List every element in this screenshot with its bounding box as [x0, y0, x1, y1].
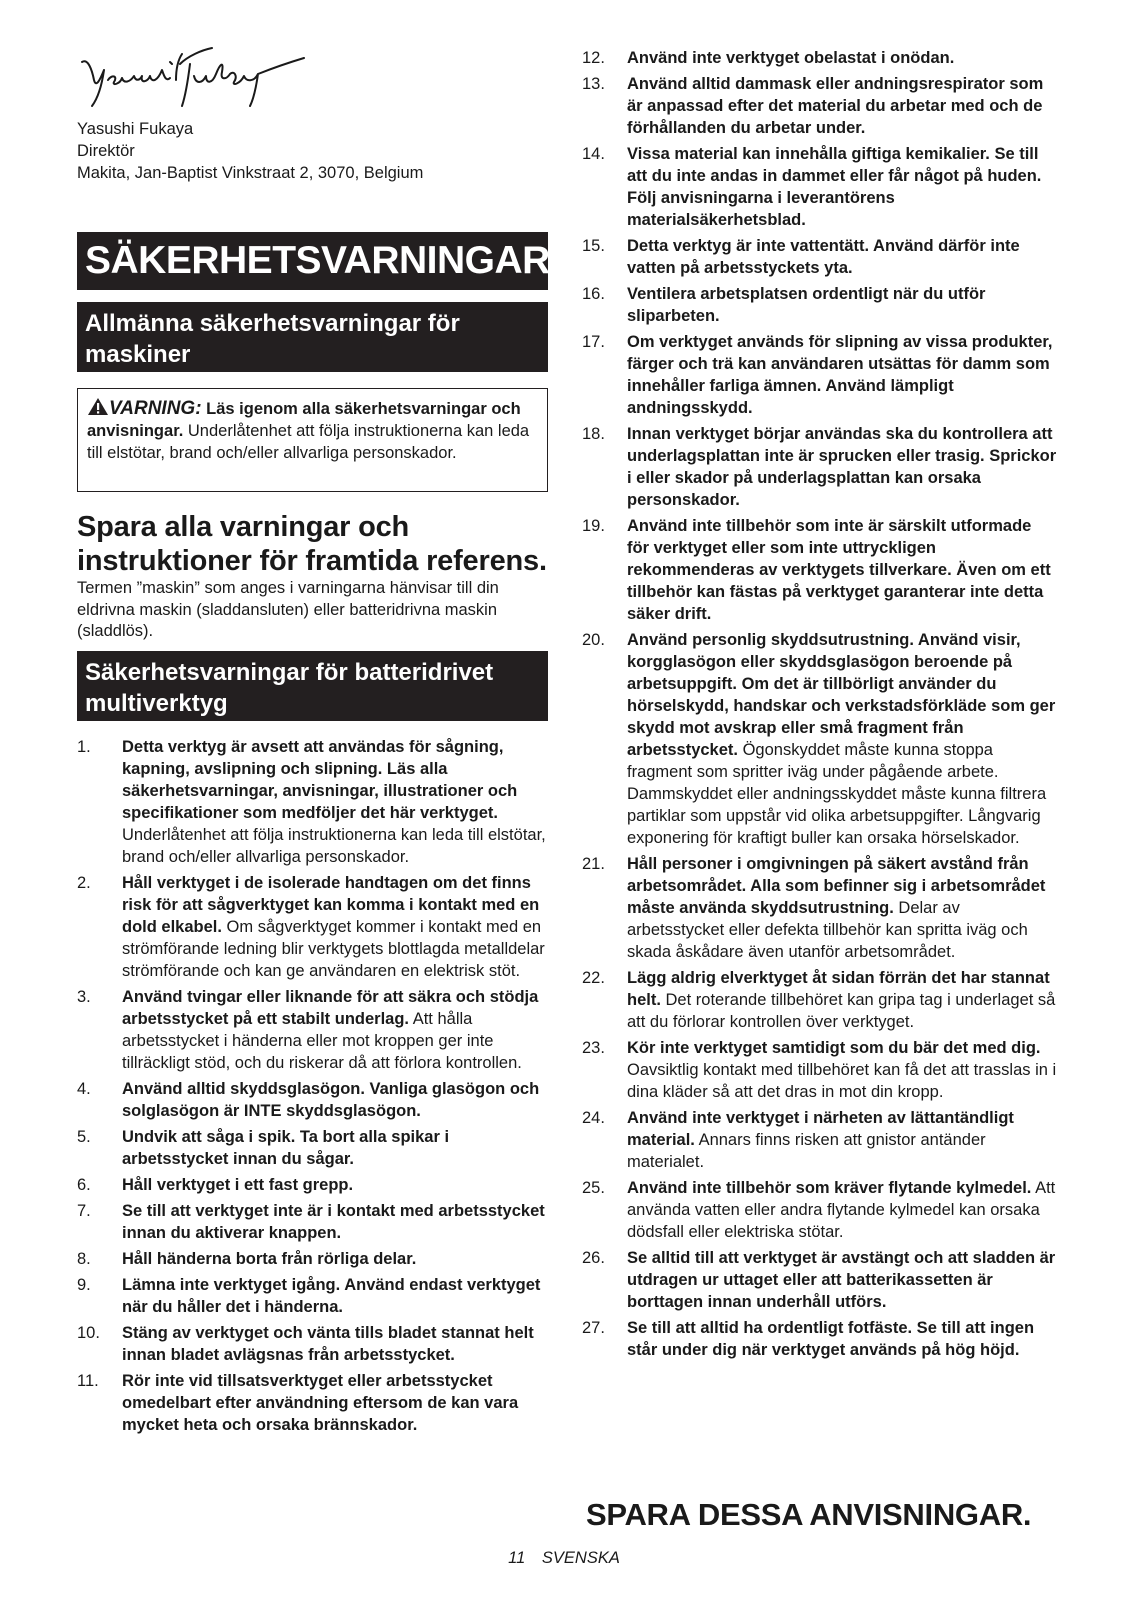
- list-item: [77, 872, 548, 982]
- signatory-address: Makita, Jan-Baptist Vinkstraat 2, 3070, Belgium: [77, 164, 424, 182]
- list-item-bold-text: Stäng av verktyget och vänta tills bladet stannat helt innan bladet avlägsnas från arbetsstycket.: [122, 1324, 534, 1364]
- warning-triangle-icon: [87, 397, 109, 416]
- signatory-title: Direktör: [77, 142, 135, 160]
- closing-heading: SPARA DESSA ANVISNINGAR.: [586, 1497, 1032, 1532]
- list-item-bold-text: Använd inte verktyget obelastat i onödan.: [627, 49, 955, 67]
- list-item-number: 17.: [582, 333, 605, 351]
- list-item-bold-text: Detta verktyg är inte vattentätt. Använd därför inte vatten på arbetsstyckets yta.: [627, 237, 1020, 277]
- footer-language: SVENSKA: [541, 1549, 620, 1567]
- list-item-bold-text: Använd inte verktyget i närheten av lättantändligt material.: [627, 1109, 1014, 1149]
- list-item: [582, 1317, 1057, 1361]
- battery-section-title: Säkerhetsvarningar för batteridrivet multiverktyg: [77, 651, 548, 721]
- list-item: [77, 1248, 548, 1270]
- page-number: 11: [508, 1549, 526, 1567]
- list-item-bold-text: Håll verktyget i de isolerade handtagen om det finns risk för att sågverktyget kan komma i kontakt med en dold elkabel.: [122, 874, 540, 936]
- list-item-bold-text: Ventilera arbetsplatsen ordentligt när du utför sliparbeten.: [627, 285, 986, 325]
- list-item-number: 12.: [582, 49, 605, 67]
- list-item-bold-text: Se alltid till att verktyget är avstängt och att sladden är utdragen ur uttaget eller att batterikassetten är borttagen innan underhåll utförs.: [627, 1249, 1056, 1311]
- list-item-text: Underlåtenhet att följa instruktionerna kan leda till elstötar, brand och/eller allvarliga personskador.: [122, 826, 546, 866]
- page-footer: [0, 1549, 1128, 1568]
- list-item: [77, 1078, 548, 1122]
- list-item: [77, 1200, 548, 1244]
- list-item-number: 13.: [582, 75, 605, 93]
- list-item-number: 2.: [77, 874, 91, 892]
- list-item: [582, 1177, 1057, 1243]
- list-item: [582, 1037, 1057, 1103]
- list-item: [77, 736, 548, 868]
- list-item-number: 19.: [582, 517, 605, 535]
- list-item-number: 9.: [77, 1276, 91, 1294]
- signatory-name: Yasushi Fukaya: [77, 120, 194, 138]
- warning-text: Underlåtenhet att följa instruktionerna kan leda till elstötar, brand och/eller allvarliga personskador.: [87, 422, 530, 462]
- list-item-text: Det roterande tillbehöret kan gripa tag i underlaget så att du förlorar kontrollen över verktyget.: [627, 991, 1056, 1031]
- list-item: [582, 423, 1057, 511]
- list-item-bold-text: Kör inte verktyget samtidigt som du bär det med dig.: [627, 1039, 1041, 1057]
- list-item-number: 14.: [582, 145, 605, 163]
- list-item: [582, 47, 1057, 69]
- list-item-number: 27.: [582, 1319, 605, 1337]
- save-instructions-heading: Spara alla varningar och instruktioner för framtida referens.: [77, 511, 547, 577]
- list-item-bold-text: Använd tvingar eller liknande för att säkra och stödja arbetsstycket på ett stabilt underlag.: [122, 988, 539, 1028]
- safety-list-right: [582, 47, 1057, 1365]
- list-item-bold-text: Använd inte tillbehör som kräver flytande kylmedel.: [627, 1179, 1032, 1197]
- list-item-bold-text: Använd alltid skyddsglasögon. Vanliga glasögon och solglasögon är INTE skyddsglasögon.: [122, 1080, 540, 1120]
- list-item: [582, 629, 1057, 849]
- list-item-number: 1.: [77, 738, 91, 756]
- list-item-number: 11.: [77, 1372, 99, 1390]
- list-item-bold-text: Om verktyget används för slipning av vissa produkter, färger och trä kan användaren utsättas för damm som innehåller farliga ämnen. Använd lämpligt andningsskydd.: [627, 333, 1053, 417]
- list-item-text: Att hålla arbetsstycket i händerna eller mot kroppen ger inte tillräckligt stöd, och du riskerar då att förlora kontrollen.: [122, 1010, 522, 1072]
- list-item-bold-text: Vissa material kan innehålla giftiga kemikalier. Se till att du inte andas in dammet eller får något på huden. Följ anvisningarna i leverantörens materialsäkerhetsblad.: [627, 145, 1042, 229]
- list-item-bold-text: Håll händerna borta från rörliga delar.: [122, 1250, 417, 1268]
- list-item-bold-text: Innan verktyget börjar användas ska du kontrollera att underlagsplattan inte är sprucken eller trasig. Sprickor i eller skador på underlagsplattan kan orsaka personskador.: [627, 425, 1057, 509]
- list-item-bold-text: Använd inte tillbehör som inte är särskilt utformade för verktyget eller som inte uttryckligen rekommenderas av verktygets tillverkare. Även om ett tillbehör kan fästas på verktyget garanterar inte detta säker drift.: [627, 517, 1051, 623]
- list-item-bold-text: Se till att alltid ha ordentligt fotfäste. Se till att ingen står under dig när verktyget används på hög höjd.: [627, 1319, 1035, 1359]
- page-title: SÄKERHETSVARNINGAR: [77, 232, 548, 290]
- signatory-block: [77, 118, 423, 184]
- list-item-text: Annars finns risken att gnistor antänder materialet.: [627, 1131, 986, 1171]
- list-item-bold-text: Se till att verktyget inte är i kontakt med arbetsstycket innan du aktiverar knappen.: [122, 1202, 545, 1242]
- list-item-bold-text: Rör inte vid tillsatsverktyget eller arbetsstycket omedelbart efter användning eftersom de kan vara mycket heta och orsaka brännskador.: [122, 1372, 519, 1434]
- list-item-number: 23.: [582, 1039, 605, 1057]
- list-item-number: 15.: [582, 237, 605, 255]
- list-item-bold-text: Håll verktyget i ett fast grepp.: [122, 1176, 354, 1194]
- list-item: [582, 73, 1057, 139]
- list-item: [582, 143, 1057, 231]
- warning-box: [77, 388, 548, 492]
- list-item-number: 5.: [77, 1128, 91, 1146]
- list-item-number: 8.: [77, 1250, 91, 1268]
- list-item: [77, 1322, 548, 1366]
- list-item-number: 7.: [77, 1202, 91, 1220]
- list-item-text: Att använda vatten eller andra flytande kylmedel kan orsaka dödsfall eller elektriska stötar.: [627, 1179, 1056, 1241]
- list-item: [77, 1126, 548, 1170]
- list-item-bold-text: Undvik att såga i spik. Ta bort alla spikar i arbetsstycket innan du sågar.: [122, 1128, 450, 1168]
- list-item: [582, 331, 1057, 419]
- list-item: [582, 853, 1057, 963]
- list-item-number: 4.: [77, 1080, 91, 1098]
- list-item-number: 3.: [77, 988, 91, 1006]
- list-item-number: 21.: [582, 855, 605, 873]
- general-section-title: Allmänna säkerhetsvarningar för maskiner: [77, 302, 548, 372]
- list-item-bold-text: Lägg aldrig elverktyget åt sidan förrän det har stannat helt.: [627, 969, 1050, 1009]
- list-item-number: 25.: [582, 1179, 605, 1197]
- list-item-bold-text: Använd alltid dammask eller andningsrespirator som är anpassad efter det material du arbetar med och de förhållanden du arbetar under.: [627, 75, 1044, 137]
- list-item-number: 22.: [582, 969, 605, 987]
- list-item: [582, 1247, 1057, 1313]
- list-item-number: 10.: [77, 1324, 100, 1342]
- list-item-bold-text: Håll personer i omgivningen på säkert avstånd från arbetsområdet. Alla som befinner sig i arbetsområdet måste använda skyddsutrustning.: [627, 855, 1046, 917]
- list-item-text: Ögonskyddet måste kunna stoppa fragment som spritter iväg under pågående arbete. Dammskyddet eller andningsskyddet måste kunna filtrera partiklar som uppstår vid olika arbetsuppgifter. Långvarig exponering för kraftigt buller kan orsaka hörselskador.: [627, 741, 1047, 847]
- list-item-number: 18.: [582, 425, 605, 443]
- list-item: [582, 515, 1057, 625]
- list-item: [582, 967, 1057, 1033]
- list-item-bold-text: Detta verktyg är avsett att användas för sågning, kapning, avslipning och slipning. Läs alla säkerhetsvarningar, anvisningar, illustrationer och specifikationer som medföljer det här verktyget.: [122, 738, 518, 822]
- list-item-text: Om sågverktyget kommer i kontakt med en strömförande ledning blir verktygets blottlagda metalldelar strömförande och kan ge användaren en elektrisk stöt.: [122, 918, 545, 980]
- safety-list-left: [77, 736, 548, 1440]
- warning-bold-text: Läs igenom alla säkerhetsvarningar och anvisningar.: [87, 400, 521, 440]
- warning-label: VARNING:: [109, 398, 202, 419]
- list-item-number: 26.: [582, 1249, 605, 1267]
- list-item-text: Oavsiktlig kontakt med tillbehöret kan få det att trasslas in i dina kläder så att det dras in mot din kropp.: [627, 1061, 1057, 1101]
- list-item-number: 20.: [582, 631, 605, 649]
- list-item: [582, 235, 1057, 279]
- list-item-bold-text: Lämna inte verktyget igång. Använd endast verktyget när du håller det i händerna.: [122, 1276, 541, 1316]
- list-item-bold-text: Använd personlig skyddsutrustning. Använd visir, korgglasögon eller skyddsglasögon beroende på arbetsuppgift. Om det är tillbörligt använder du hörselskydd, handskar och verkstadsförkläde som ger skydd mot avskrap eller små fragment från arbetsstycket.: [627, 631, 1056, 759]
- signature-image: [78, 40, 308, 110]
- list-item: [77, 1274, 548, 1318]
- list-item-number: 6.: [77, 1176, 91, 1194]
- list-item: [582, 1107, 1057, 1173]
- list-item-number: 24.: [582, 1109, 605, 1127]
- list-item: [77, 1174, 548, 1196]
- list-item: [77, 1370, 548, 1436]
- list-item-number: 16.: [582, 285, 605, 303]
- intro-paragraph: Termen ”maskin” som anges i varningarna hänvisar till din eldrivna maskin (sladdansluten) eller batteridrivna maskin (sladdlös).: [77, 579, 499, 640]
- list-item-text: Delar av arbetsstycket eller defekta tillbehör kan spritta iväg och skada åskådare även utanför arbetsområdet.: [627, 899, 1028, 961]
- list-item: [582, 283, 1057, 327]
- list-item: [77, 986, 548, 1074]
